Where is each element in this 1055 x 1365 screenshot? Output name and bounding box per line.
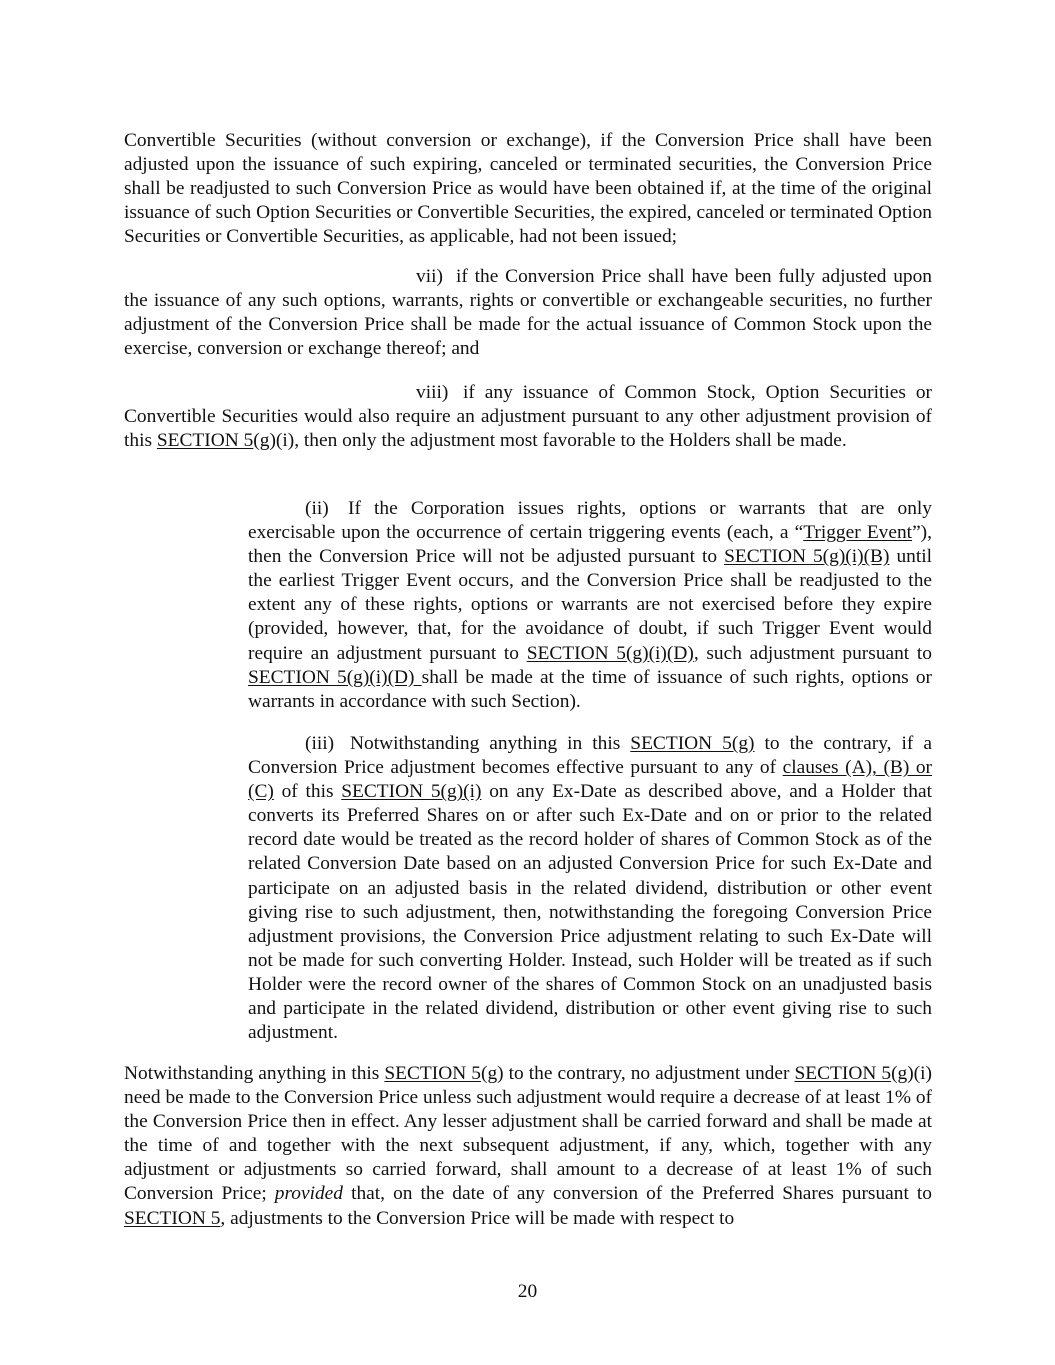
paragraph-text: if any issuance of Common Stock, Option Securities or Convertible Securities would also require an adjustment pursuant to any other adjustment provision of this <box>124 382 932 452</box>
paragraph-text: ”), then the Conversion Price will not be adjusted pursuant to <box>248 522 932 568</box>
clause-number: (iii) <box>305 733 335 754</box>
section-reference: SECTION 5 <box>124 1207 221 1229</box>
paragraph-option-securities-expiry <box>124 129 932 249</box>
section-reference: SECTION 5 <box>384 1063 481 1084</box>
paragraph-text: on any Ex-Date as described above, and a Holder that converts its Preferred Shares on or after such Ex-Date and on or prior to the related record date would be treated as the record holder of shares of Common Stock as of the related Conversion Date based on an adjusted Conversion Price for such Ex-Date and participate on an adjusted basis in the related dividend, distribution or other event giving rise to such adjustment, then, notwithstanding the foregoing Conversion Price adjustment provisions, the Conversion Price adjustment relating to such Ex-Date will not be made for such converting Holder. Instead, such Holder will be treated as if such Holder were the record owner of the shares of Common Stock on an unadjusted basis and participate in the related dividend, distribution or other event giving rise to such adjustment. <box>248 781 932 1044</box>
paragraph-text: if the Conversion Price shall have been fully adjusted upon the issuance of any such options, warrants, rights or convertible or exchangeable securities, no further adjustment of the Conversion Price shall be made for the actual issuance of Common Stock upon the exercise, conversion or exchange thereof; and <box>124 266 932 360</box>
paragraph-text: Convertible Securities (without conversion or exchange), if the Conversion Price shall have been adjusted upon the issuance of such expiring, canceled or terminated securities, the Conversion Price shall be readjusted to such Conversion Price as would have been obtained if, at the time of the original issuance of such Option Securities or Convertible Securities, the expired, canceled or terminated Option Securities or Convertible Securities, as applicable, had not been issued; <box>124 130 932 248</box>
paragraph-iii <box>248 732 932 1045</box>
paragraph-text: of this <box>273 781 342 803</box>
paragraph-text: If the Corporation issues rights, options or warrants that are only exercisable upon the occurrence of certain triggering events (each, a “ <box>248 498 932 544</box>
section-reference: SECTION 5(g)(i)(D) <box>526 642 694 664</box>
paragraph-minimum-adjustment <box>124 1062 932 1231</box>
section-reference: SECTION 5(g)(i) <box>341 781 482 803</box>
clause-number: (ii) <box>305 498 329 519</box>
paragraph-text: (g) to the contrary, no adjustment under <box>480 1063 795 1084</box>
page-number: 20 <box>517 1281 538 1302</box>
section-reference: SECTION 5 <box>156 430 254 452</box>
defined-term: Trigger Event <box>803 522 913 544</box>
paragraph-text: to the contrary, if a Conversion Price adjustment becomes effective pursuant to any of <box>248 733 932 779</box>
clause-number: vii) <box>416 266 443 287</box>
paragraph-text: shall be made at the time of issuance of such rights, options or warrants in accordance with such Section). <box>248 666 933 712</box>
paragraph-text: until the earliest Trigger Event occurs, and the Conversion Price shall be readjusted to the extent any of these rights, options or warrants are not exercised before they expire (provided, however, that, for the avoidance of doubt, if such Trigger Event would require an adjustment pursuant to <box>248 546 932 664</box>
paragraph-ii <box>248 497 932 714</box>
paragraph-viii <box>124 381 932 453</box>
section-reference: SECTION 5(g)(i)(B) <box>724 546 890 568</box>
clause-reference: clauses (A), (B) or (C) <box>248 757 932 803</box>
paragraph-vii <box>124 265 932 361</box>
emphasized-term: provided <box>274 1183 343 1205</box>
paragraph-text: (g)(i) need be made to the Conversion Price unless such adjustment would require a decrease of at least 1% of the Conversion Price then in effect. Any lesser adjustment shall be carried forward and shall be made at the time of and together with the next subsequent adjustment, if any, which, together with any adjustment or adjustments so carried forward, shall amount to a decrease of at least 1% of such Conversion Price; <box>124 1063 932 1205</box>
paragraph-text: , such adjustment pursuant to <box>693 642 932 664</box>
section-reference: SECTION 5 <box>794 1063 892 1084</box>
paragraph-text: , adjustments to the Conversion Price will be made with respect to <box>220 1207 735 1229</box>
paragraph-text: Notwithstanding anything in this <box>350 733 631 754</box>
section-reference: SECTION 5(g) <box>630 733 755 754</box>
clause-number: viii) <box>416 382 449 403</box>
paragraph-text: that, on the date of any conversion of the Preferred Shares pursuant to <box>343 1183 932 1205</box>
paragraph-text: (g)(i), then only the adjustment most favorable to the Holders shall be made. <box>253 430 847 452</box>
section-reference: SECTION 5(g)(i)(D) <box>248 666 422 688</box>
paragraph-text: Notwithstanding anything in this <box>124 1063 385 1084</box>
